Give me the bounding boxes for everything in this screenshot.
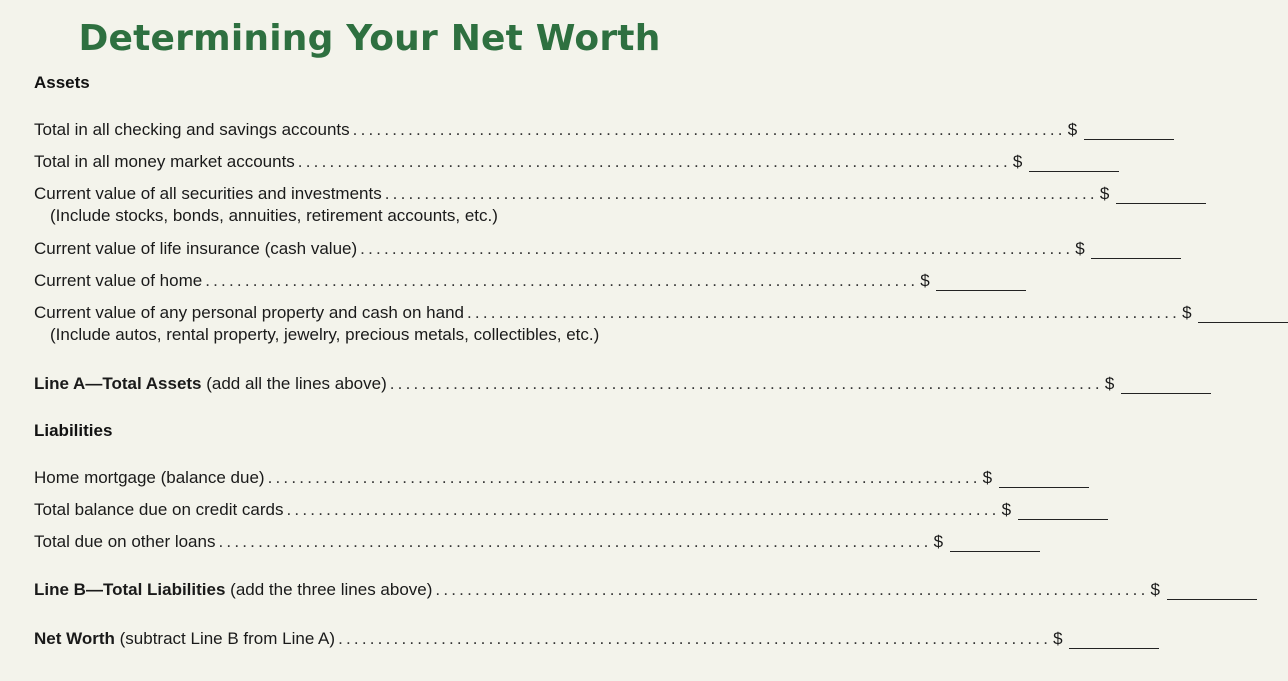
total-assets-row [34,370,1115,394]
line-b-label: Line B—Total Liabilities [34,580,226,599]
page-title: Determining Your Net Worth [78,18,661,59]
asset-row-securities [34,180,1110,204]
leader-dots: .......................................................................................... [389,374,1103,393]
line-b-instruction: (add the three lines above) [225,580,433,599]
row-label: Current value of any personal property and cash on hand [34,303,464,322]
personal-property-note: (Include autos, rental property, jewelry, precious metals, collectibles, etc.) [50,325,600,344]
amount-blank[interactable] [999,469,1089,488]
row-label: Total in all money market accounts [34,152,295,171]
net-worth-row [34,625,1063,649]
leader-dots: .......................................................................................... [467,303,1181,322]
amount-blank[interactable] [1091,240,1181,259]
leader-dots: .......................................................................................... [338,629,1052,648]
dollar-sign: $ [1012,152,1023,171]
amount-blank[interactable] [936,272,1026,291]
row-label: Current value of all securities and investments [34,184,382,203]
leader-dots: .......................................................................................... [352,120,1066,139]
dollar-sign: $ [1075,239,1085,258]
leader-dots: .......................................................................................... [205,271,919,290]
amount-blank[interactable] [1029,153,1119,172]
row-label: Total due on other loans [34,532,216,551]
amount-blank[interactable] [1116,185,1206,204]
amount-blank[interactable] [950,533,1040,552]
dollar-sign: $ [1182,303,1192,322]
dollar-sign: $ [933,532,944,551]
assets-heading: Assets [34,73,90,92]
asset-row-home [34,267,930,291]
row-label [34,629,335,649]
asset-row-checking-savings [34,116,1078,140]
row-label: Total balance due on credit cards [34,500,284,519]
amount-blank[interactable] [1121,375,1211,394]
row-label [34,374,387,394]
amount-blank[interactable] [1198,304,1288,323]
securities-note: (Include stocks, bonds, annuities, retirement accounts, etc.) [50,206,498,225]
dollar-sign: $ [1099,184,1110,203]
dollar-sign: $ [1150,580,1160,599]
row-label [34,580,432,600]
amount-blank[interactable] [1069,630,1159,649]
asset-row-life-insurance [34,235,1085,259]
dollar-sign: $ [1104,374,1115,393]
dollar-sign: $ [920,271,930,290]
liability-row-other-loans [34,528,944,552]
row-label: Total in all checking and savings accounts [34,120,350,139]
row-label: Home mortgage (balance due) [34,468,265,487]
leader-dots: .......................................................................................... [435,580,1149,599]
leader-dots: .......................................................................................... [286,500,1000,519]
dollar-sign: $ [1001,500,1012,519]
leader-dots: .......................................................................................... [384,184,1098,203]
dollar-sign: $ [1053,629,1063,648]
dollar-sign: $ [982,468,993,487]
leader-dots: .......................................................................................... [267,468,981,487]
leader-dots: .......................................................................................... [218,532,932,551]
row-label: Current value of home [34,271,203,290]
line-a-label: Line A—Total Assets [34,374,202,393]
line-a-instruction: (add all the lines above) [201,374,387,393]
leader-dots: .......................................................................................... [360,239,1074,258]
asset-row-money-market [34,148,1023,172]
liabilities-heading: Liabilities [34,421,113,440]
total-liabilities-row [34,576,1160,600]
dollar-sign: $ [1067,120,1078,139]
leader-dots: .......................................................................................... [297,152,1011,171]
liability-row-mortgage [34,464,993,488]
amount-blank[interactable] [1084,121,1174,140]
net-worth-instruction: (subtract Line B from Line A) [114,629,336,648]
row-label: Current value of life insurance (cash value) [34,239,358,258]
amount-blank[interactable] [1167,581,1257,600]
net-worth-label: Net Worth [34,629,115,648]
asset-row-personal-property [34,299,1192,323]
liability-row-credit-cards [34,496,1012,520]
amount-blank[interactable] [1018,501,1108,520]
